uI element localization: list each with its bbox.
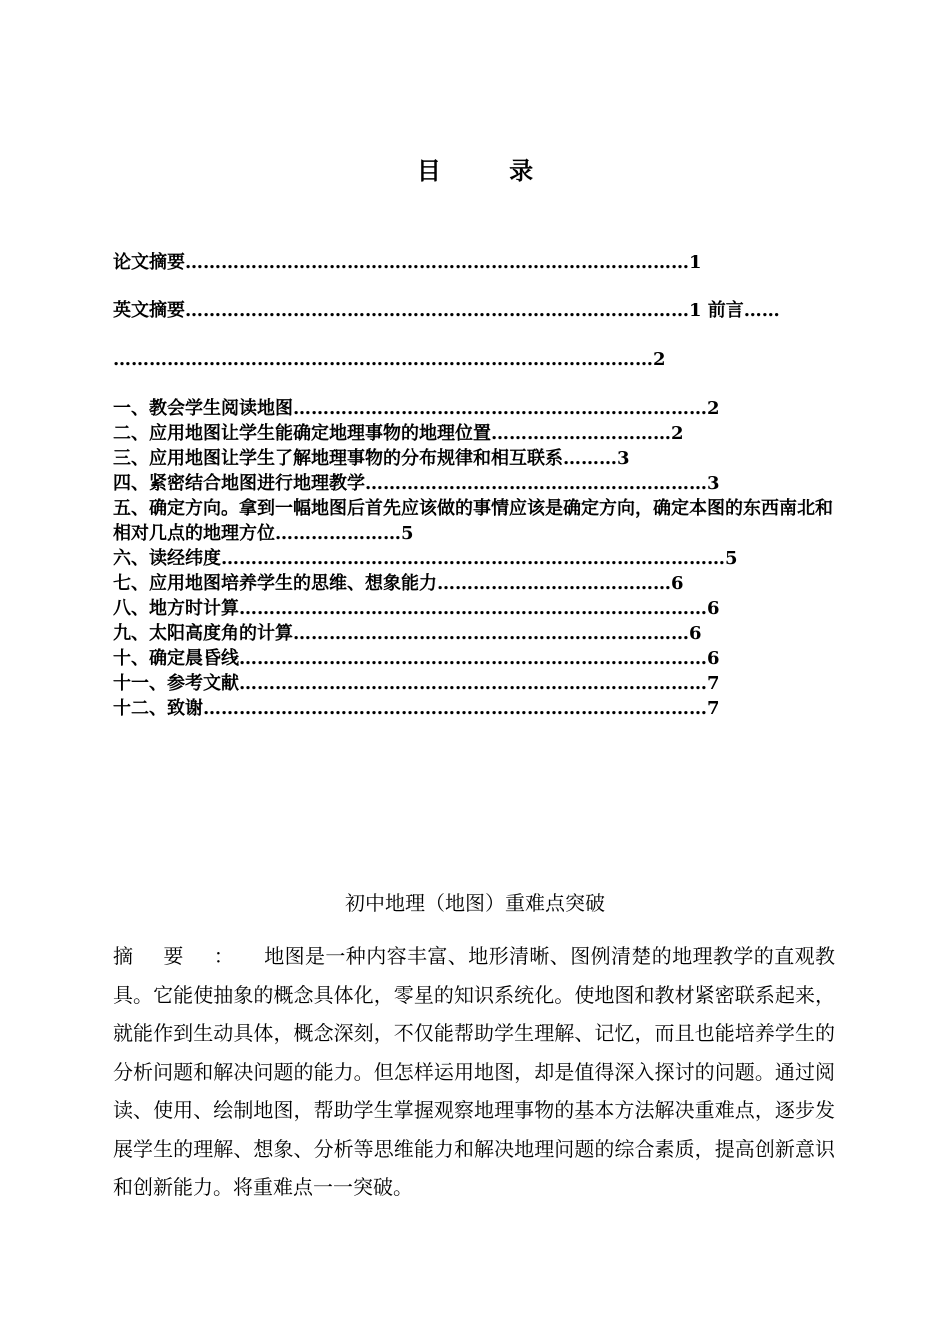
document-title: 初中地理（地图）重难点突破	[345, 891, 605, 915]
toc-item-11: 十一、参考文献……………………………………………………………………7	[113, 673, 720, 694]
abstract-text: 地图是一种内容丰富、地形清晰、图例清楚的地理教学的直观教具。它能使抽象的概念具体化，零星的知识系统化。使地图和教材紧密联系起来，就能作到生动具体，概念深刻，不仅能帮助学生理解、记忆，而且也能培养学生的分析问题和解决问题的能力。但怎样运用地图，却是值得深入探讨的问题。通过阅读、使用、绘制地图，帮助学生掌握观察地理事物的基本方法解决重难点，逐步发展学生的理解、想象、分析等思维能力和解决地理问题的综合素质，提高创新意识和创新能力。将重难点一一突破。	[113, 944, 836, 1199]
toc-item-8: 八、地方时计算……………………………………………………………………6	[113, 598, 720, 619]
toc-title: 目 录	[416, 156, 564, 185]
toc-item-5: 五、确定方向。拿到一幅地图后首先应该做的事情应该是确定方向，确定本图的东西南北和相对几点的地理方位…………………5	[113, 498, 833, 544]
toc-item-10: 十、确定晨昏线……………………………………………………………………6	[113, 648, 720, 669]
toc-item-7: 七、应用地图培养学生的思维、想象能力…………………………………6	[113, 573, 684, 594]
toc-item-paper-abstract: 论文摘要…………………………………………………………………………1	[113, 252, 702, 273]
toc-item-preface-continued: ………………………………………………………………………………2	[113, 349, 666, 370]
toc-item-3: 三、应用地图让学生了解地理事物的分布规律和相互联系………3	[113, 448, 630, 469]
toc-item-2: 二、应用地图让学生能确定地理事物的地理位置…………………………2	[113, 423, 684, 444]
toc-item-english-abstract: 英文摘要…………………………………………………………………………1 前言……	[113, 300, 780, 321]
abstract-paragraph	[113, 937, 835, 1207]
toc-item-1: 一、教会学生阅读地图……………………………………………………………2	[113, 398, 720, 419]
abstract-label: 摘要：	[113, 944, 265, 968]
toc-item-9: 九、太阳高度角的计算…………………………………………………………6	[113, 623, 702, 644]
toc-item-6: 六、读经纬度…………………………………………………………………………5	[113, 548, 738, 569]
toc-item-12: 十二、致谢…………………………………………………………………………7	[113, 698, 720, 719]
toc-item-4: 四、紧密结合地图进行地理教学…………………………………………………3	[113, 473, 720, 494]
